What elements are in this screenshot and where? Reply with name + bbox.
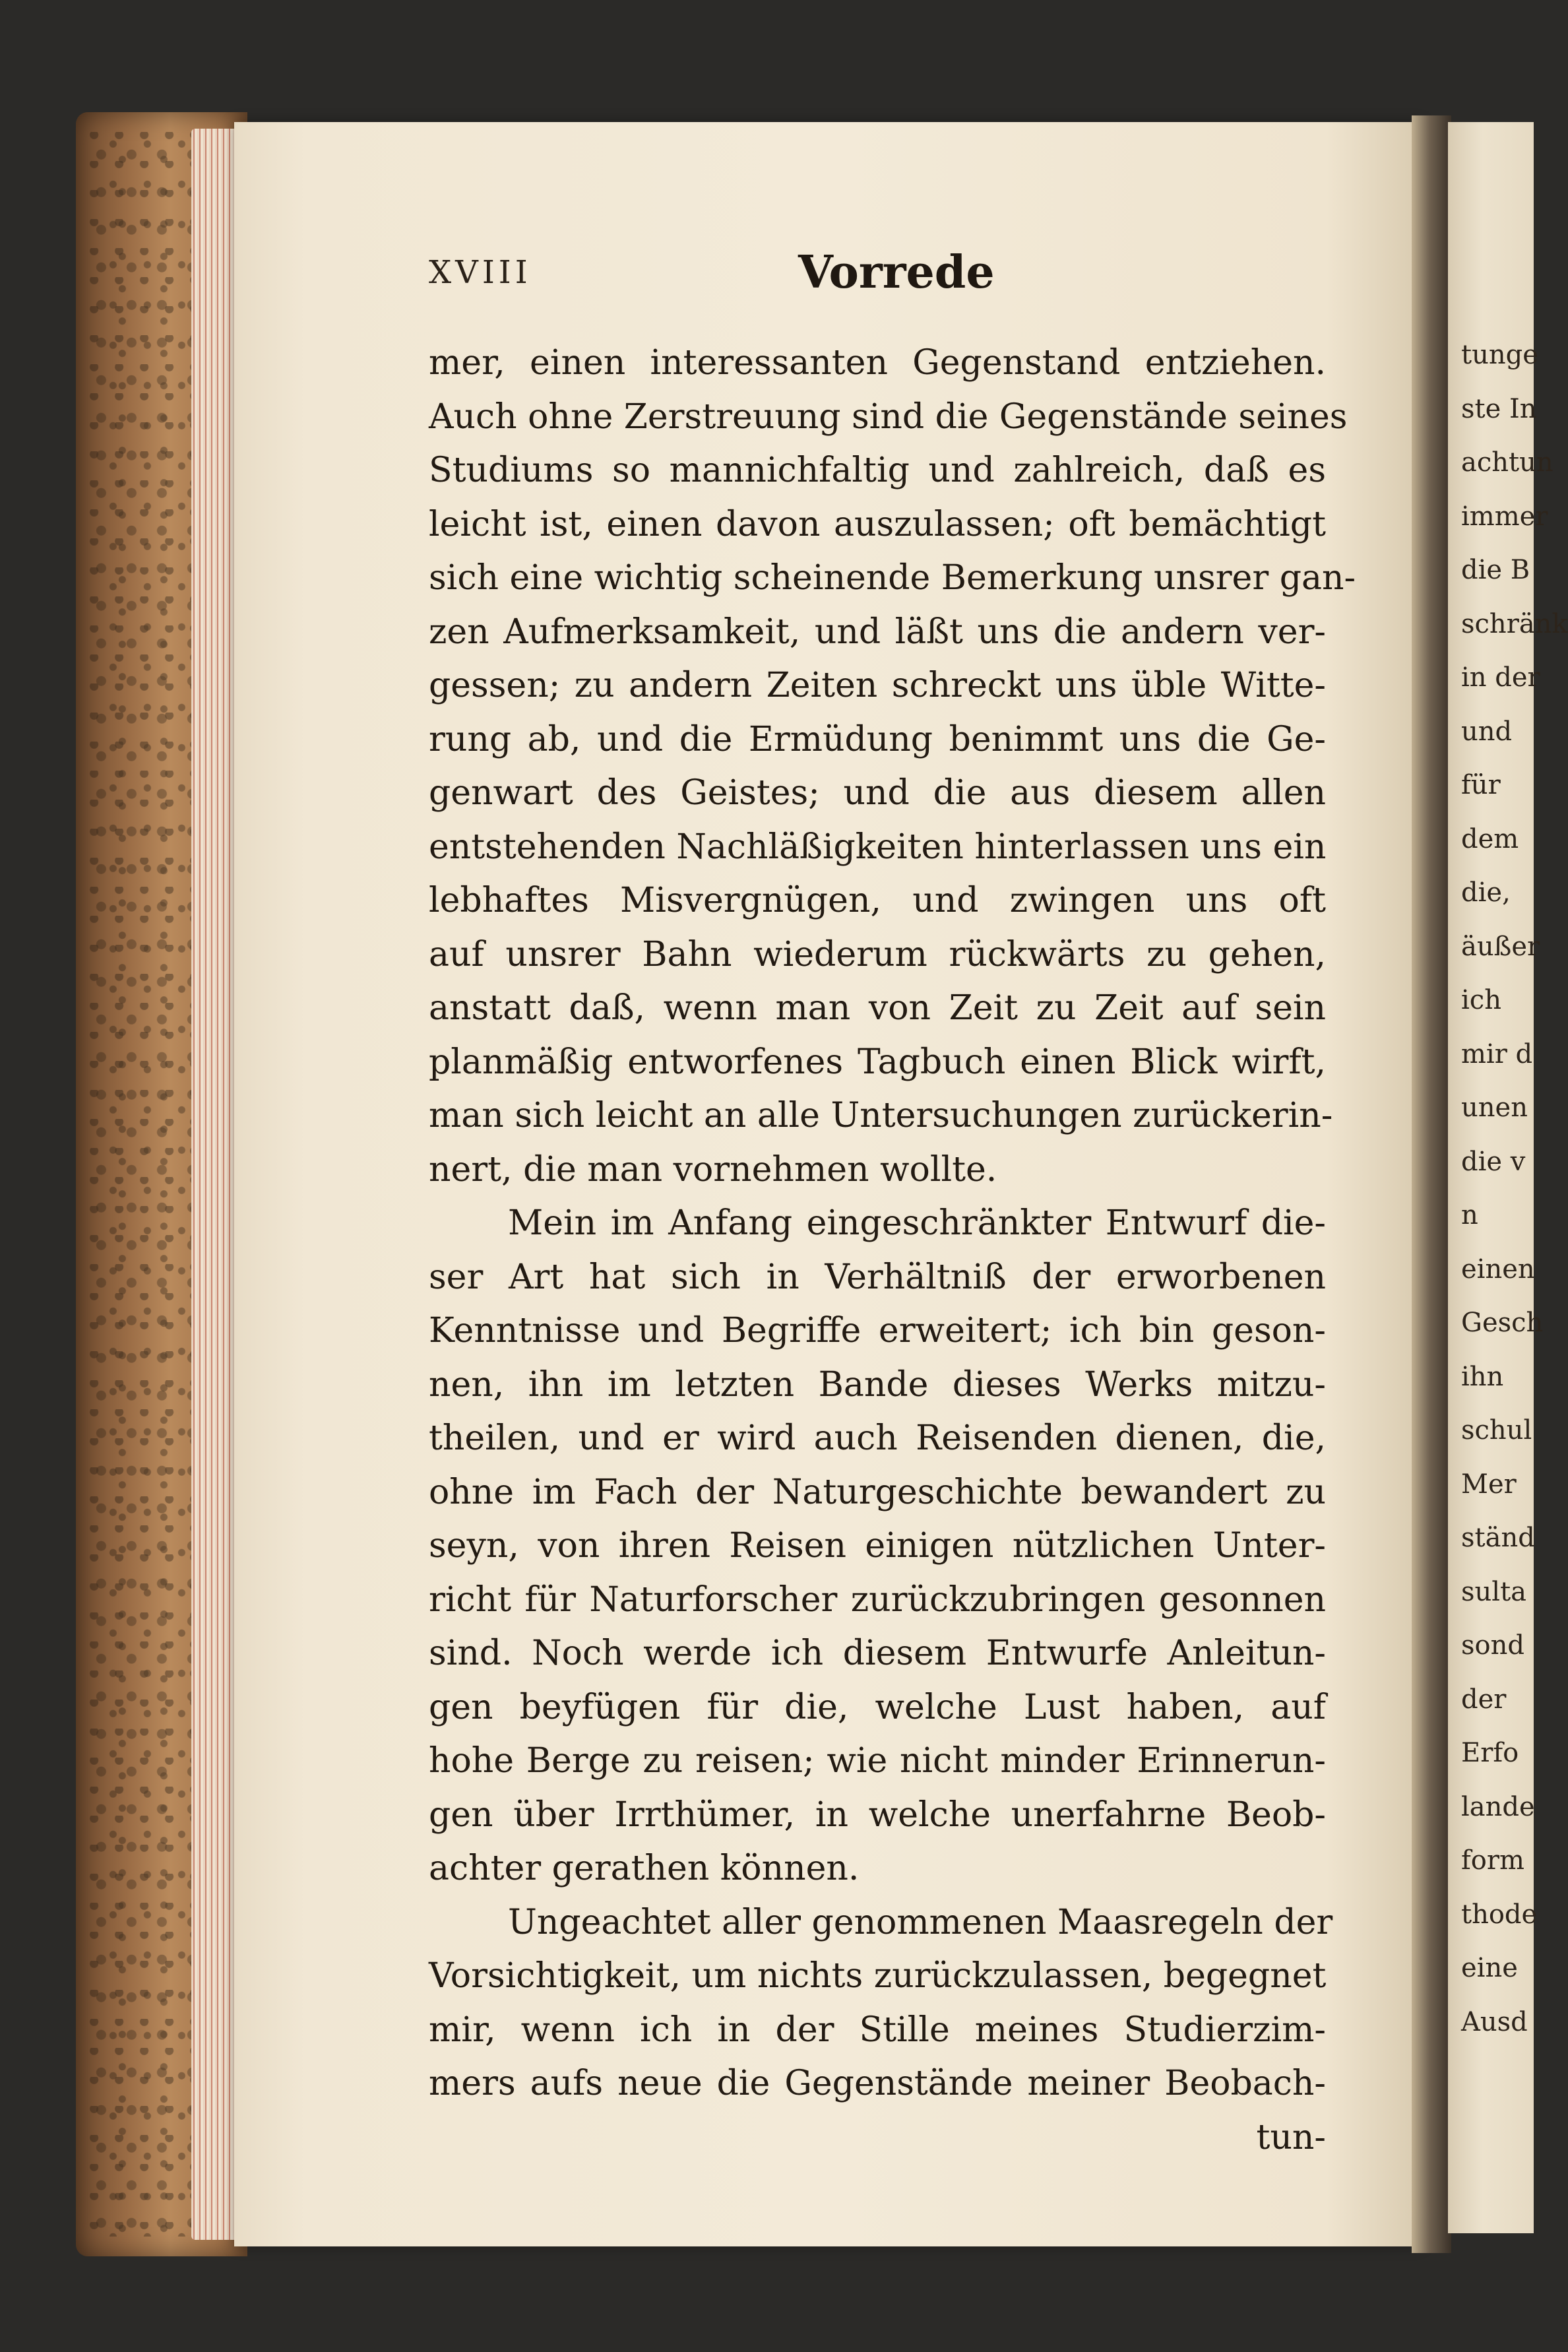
facing-page-line: immer xyxy=(1461,501,1548,532)
text-line: zen Aufmerksamkeit, und läßt uns die andern ver- xyxy=(429,612,1326,652)
text-line: entstehenden Nachläßigkeiten hinterlassen uns ein xyxy=(429,827,1327,867)
body-text xyxy=(429,336,1356,2165)
text-line: sind. Noch werde ich diesem Entwurfe Anleitun- xyxy=(429,1634,1326,1673)
facing-page-line: schul xyxy=(1461,1415,1532,1446)
text-line: auf unsrer Bahn wiederum rückwärts zu gehen, xyxy=(429,934,1326,974)
text-line: richt für Naturforscher zurückzubringen gesonnen xyxy=(429,1579,1326,1620)
facing-page-line: in der xyxy=(1461,662,1540,693)
facing-page-line: n xyxy=(1461,1200,1478,1230)
text-line: leicht ist, einen davon auszulassen; oft bemächtigt xyxy=(429,504,1326,544)
text-line: Auch ohne Zerstreuung sind die Gegenstände seines xyxy=(429,397,1348,437)
text-line: Ungeachtet aller genommenen Maasregeln der xyxy=(508,1902,1333,1942)
text-line: ohne im Fach der Naturgeschichte bewandert zu xyxy=(429,1472,1326,1512)
text-line: gen über Irrthümer, in welche unerfahrne Beob- xyxy=(429,1795,1326,1835)
facing-page-line: eine xyxy=(1461,1953,1518,1983)
facing-page-line: Erfo xyxy=(1461,1738,1519,1768)
page-header xyxy=(429,246,1326,307)
facing-page-line: für xyxy=(1461,770,1501,800)
page-number: XVIII xyxy=(429,254,532,291)
text-line: gen beyfügen für die, welche Lust haben, auf xyxy=(429,1687,1326,1727)
facing-page-line: die, xyxy=(1461,877,1511,908)
text-line: nert, die man vornehmen wollte. xyxy=(429,1149,997,1190)
facing-page-line: sulta xyxy=(1461,1576,1527,1607)
facing-page-line: sond xyxy=(1461,1630,1524,1661)
text-line: sich eine wichtig scheinende Bemerkung unsrer gan- xyxy=(429,558,1356,598)
text-line: achter gerathen können. xyxy=(429,1849,860,1888)
facing-page-line: lande xyxy=(1461,1791,1535,1822)
text-line: seyn, von ihren Reisen einigen nützlichen Unter- xyxy=(429,1526,1326,1566)
text-line: mer, einen interessanten Gegenstand entziehen. xyxy=(429,343,1326,383)
facing-page-line: dem xyxy=(1461,823,1519,854)
facing-page-line: die B xyxy=(1461,555,1530,585)
facing-page-line: form xyxy=(1461,1845,1524,1876)
text-line: nen, ihn im letzten Bande dieses Werks mitzu- xyxy=(429,1364,1326,1405)
book-gutter xyxy=(1412,115,1451,2253)
facing-page-line: äußer xyxy=(1461,931,1540,962)
facing-page-line: einen xyxy=(1461,1254,1535,1285)
facing-page-line: thode xyxy=(1461,1899,1538,1930)
text-line: lebhaftes Misvergnügen, und zwingen uns oft xyxy=(429,881,1326,920)
text-line: theilen, und er wird auch Reisenden dienen, die, xyxy=(429,1418,1326,1458)
text-line: Kenntnisse und Begriffe erweitert; ich bin geson- xyxy=(429,1311,1326,1351)
text-line: gessen; zu andern Zeiten schreckt uns üble Witte- xyxy=(429,666,1326,705)
facing-page-line: ich xyxy=(1461,985,1501,1015)
facing-page-line: und xyxy=(1461,716,1513,747)
text-line: hohe Berge zu reisen; wie nicht minder Erinnerun- xyxy=(429,1741,1326,1781)
facing-page-line: die v xyxy=(1461,1146,1526,1177)
facing-page-fragment xyxy=(1448,122,1568,2233)
facing-page-line: tunge xyxy=(1461,340,1538,370)
text-line: anstatt daß, wenn man von Zeit zu Zeit auf sein xyxy=(429,988,1326,1028)
facing-page-line: mir d xyxy=(1461,1038,1533,1069)
text-line: ser Art hat sich in Verhältniß der erworbenen xyxy=(429,1257,1326,1297)
text-line: man sich leicht an alle Untersuchungen zurückerin- xyxy=(429,1096,1333,1135)
facing-page-line: unen xyxy=(1461,1093,1528,1123)
facing-page-line: ständ xyxy=(1461,1523,1535,1553)
text-line: Studiums so mannichfaltig und zahlreich, daß es xyxy=(429,451,1326,490)
facing-page-line: Gesch xyxy=(1461,1308,1544,1338)
text-line: Mein im Anfang eingeschränkter Entwurf die- xyxy=(508,1203,1326,1243)
facing-page-line: Mer xyxy=(1461,1469,1517,1500)
text-line: tun- xyxy=(1256,2117,1326,2157)
text-line: planmäßig entworfenes Tagbuch einen Blick wirft, xyxy=(429,1042,1326,1082)
facing-page-line: schränk xyxy=(1461,608,1568,639)
facing-page-line: achtun xyxy=(1461,447,1553,478)
facing-page-line: ihn xyxy=(1461,1361,1504,1392)
page-edges xyxy=(191,129,237,2240)
facing-page-line: der xyxy=(1461,1684,1507,1715)
text-line: mir, wenn ich in der Stille meines Studierzim- xyxy=(429,2010,1326,2050)
text-line: rung ab, und die Ermüdung benimmt uns die Ge- xyxy=(429,719,1326,759)
text-line: mers aufs neue die Gegenstände meiner Beobach- xyxy=(429,2064,1326,2103)
running-title: Vorrede xyxy=(798,246,995,299)
text-line: genwart des Geistes; und die aus diesem allen xyxy=(429,773,1326,813)
text-line: Vorsichtigkeit, um nichts zurückzulassen, begegnet xyxy=(429,1956,1327,1996)
facing-page-line: ste In xyxy=(1461,393,1537,424)
facing-page-line: Ausd xyxy=(1461,2006,1528,2037)
